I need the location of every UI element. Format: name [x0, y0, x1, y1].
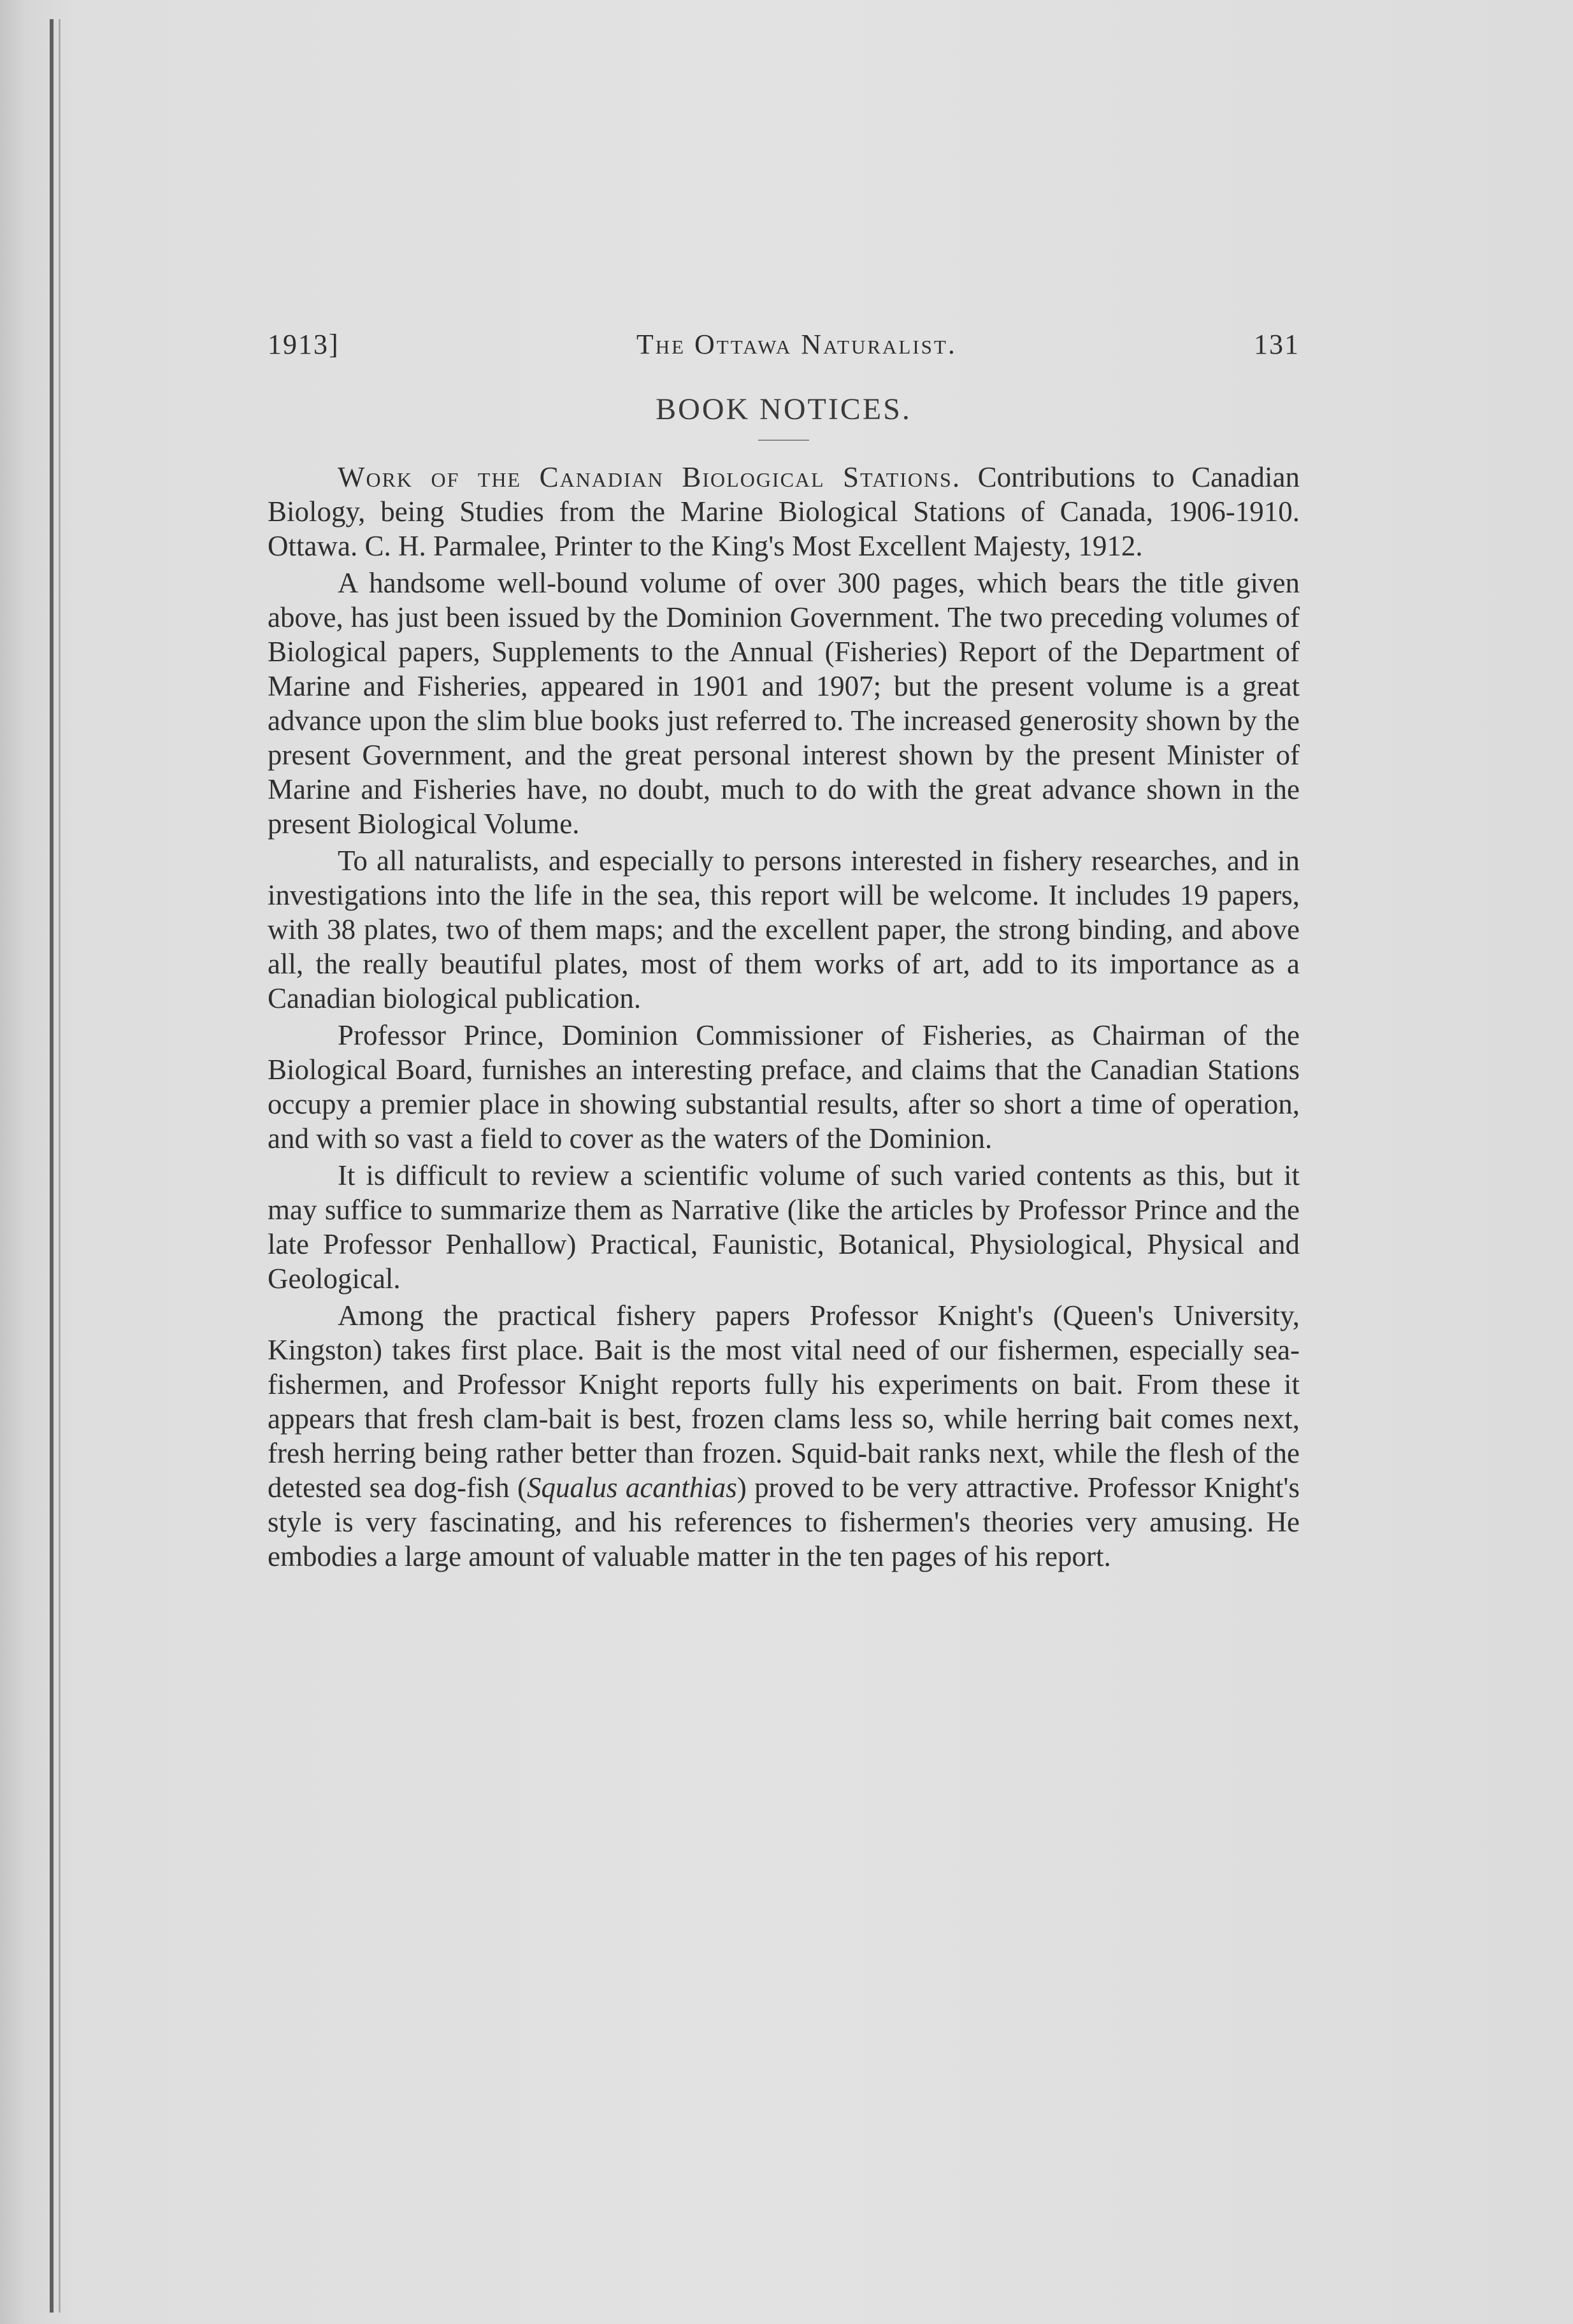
page-content: [268, 328, 1300, 1574]
page-edge-shadow: [50, 19, 54, 2313]
header-year: 1913]: [268, 329, 340, 360]
header-journal-title: The Ottawa Naturalist.: [636, 329, 957, 360]
citation-details: Contributions to Canadian Biology, being Studies from the Marine Biological Stations of Canada, 1906-1910. Ottawa. C. H. Parmalee, Printer to the King's Most Excellent Majesty, 1912.: [268, 461, 1300, 562]
section-title: BOOK NOTICES.: [656, 392, 912, 426]
species-name: Squalus acanthias: [526, 1472, 737, 1503]
paragraph-5-text-a: Among the practical fishery papers Professor Knight's (Queen's University, Kingston) takes first place. Bait is the most vital need of our fishermen, especially sea-fishermen, and Professor Knight reports fully his experiments on bait. From these it appears that fresh clam-bait is best, frozen clams less so, while herring bait comes next, fresh herring being rather better than frozen. Squid-bait ranks next, while the flesh of the detested sea dog-fish (: [268, 1300, 1300, 1503]
page-edge-line: [59, 19, 61, 2313]
running-head: [268, 328, 1300, 366]
body-paragraph-1: A handsome well-bound volume of over 300 pages, which bears the title given above, has just been issued by the Dominion Government. The two preceding volumes of Biological papers, Supplements to the Annual (Fisheries) Report of the Department of Marine and Fisheries, appeared in 1901 and 1907; but the present volume is a great advance upon the slim blue books just referred to. The increased generosity shown by the present Government, and the great personal interest shown by the present Minister of Marine and Fisheries have, no doubt, much to do with the great advance shown in the present Biological Volume.: [268, 567, 1300, 840]
title-rule: [758, 440, 809, 441]
paragraph-5-text-b: ) proved to be very attractive. Professor Knight's style is very fascinating, and his references to fishermen's theories very amusing. He embodies a large amount of valuable matter in the ten pages of his report.: [268, 1472, 1300, 1572]
body-paragraph-5: [268, 1298, 1300, 1574]
header-page-number: 131: [1254, 329, 1300, 360]
body-paragraph-2: To all naturalists, and especially to persons interested in fishery researches, and in investigations into the life in the sea, this report will be welcome. It includes 19 papers, with 38 plates, two of them maps; and the excellent paper, the strong binding, and above all, the really beautiful plates, most of them works of art, add to its importance as a Canadian biological publication.: [268, 845, 1300, 1014]
body-paragraph-4: It is difficult to review a scientific volume of such varied contents as this, but it may suffice to summarize them as Narrative (like the articles by Professor Prince and the late Professor Penhallow) Practical, Faunistic, Botanical, Physiological, Physical and Geological.: [268, 1159, 1300, 1295]
body-paragraph-3: Professor Prince, Dominion Commissioner of Fisheries, as Chairman of the Biological Board, furnishes an interesting preface, and claims that the Canadian Stations occupy a premier place in showing substantial results, after so short a time of operation, and with so vast a field to cover as the waters of the Dominion.: [268, 1019, 1300, 1154]
citation-paragraph: [268, 460, 1300, 563]
citation-title: Work of the Canadian Biological Stations.: [338, 461, 961, 493]
